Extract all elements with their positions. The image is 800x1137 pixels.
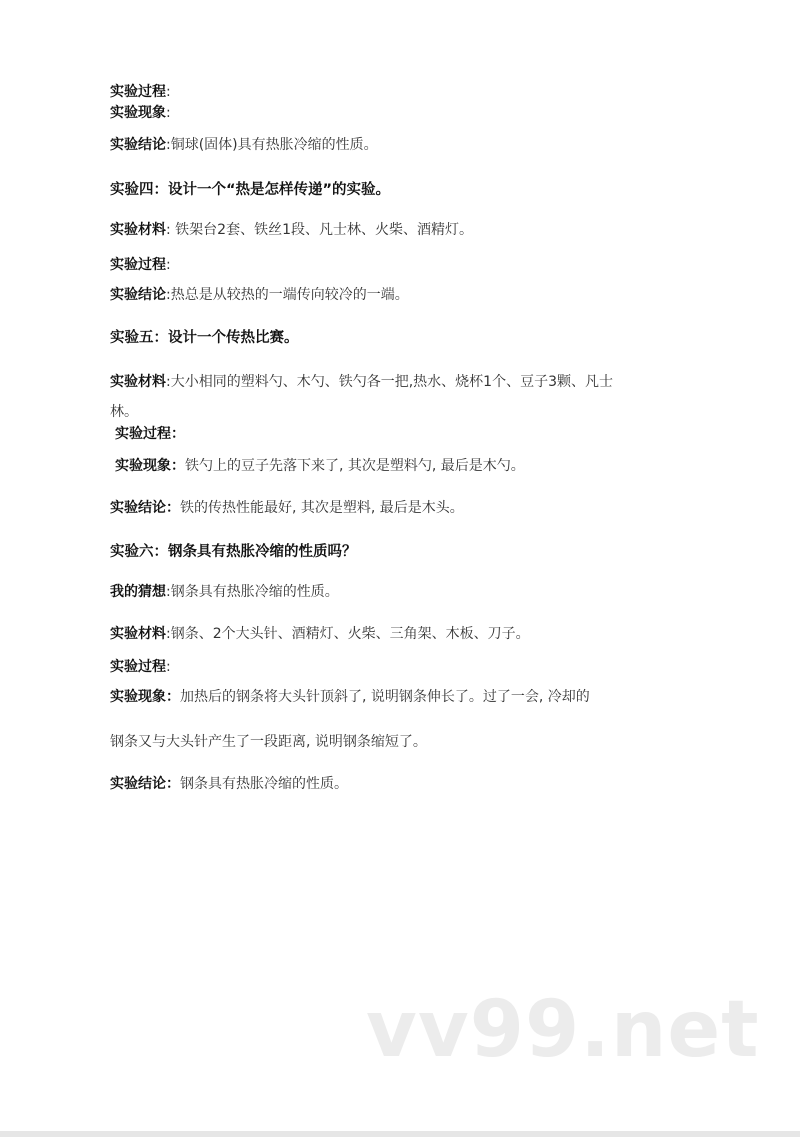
text-line — [110, 82, 171, 102]
field-label: 实验材料 — [110, 626, 166, 642]
text-line — [110, 255, 171, 275]
field-label: 实验现象 — [110, 105, 166, 121]
page-bottom-edge — [0, 1131, 800, 1137]
field-label: 实验材料 — [110, 374, 166, 390]
text-line — [110, 498, 464, 518]
field-text: 林。 — [110, 404, 138, 420]
field-text: :铜球(固体)具有热胀冷缩的性质。 — [166, 137, 378, 153]
section-heading — [110, 542, 357, 562]
field-text: : — [166, 257, 171, 273]
section-heading — [110, 180, 390, 200]
field-label: 实验材料 — [110, 222, 166, 238]
section-heading — [110, 328, 299, 348]
field-text: 钢条具有热胀冷缩的性质。 — [180, 776, 348, 792]
text-line — [110, 732, 427, 752]
field-label: 实验结论 — [110, 287, 166, 303]
field-text: 铁勺上的豆子先落下来了, 其次是塑料勺, 最后是木勺。 — [185, 458, 525, 474]
field-label: 我的猜想 — [110, 584, 166, 600]
field-label: 实验结论： — [110, 776, 180, 792]
field-text: : — [166, 105, 171, 121]
field-text: 铁的传热性能最好, 其次是塑料, 最后是木头。 — [180, 500, 464, 516]
field-text: : 铁架台2套、铁丝1段、凡士林、火柴、酒精灯。 — [166, 222, 473, 238]
field-text: : — [166, 84, 171, 100]
field-text: :大小相同的塑料勺、木勺、铁勺各一把,热水、烧杯1个、豆子3颗、凡士 — [166, 374, 613, 390]
text-line — [110, 135, 378, 155]
field-text: 钢条又与大头针产生了一段距离, 说明钢条缩短了。 — [110, 734, 427, 750]
text-line — [110, 687, 590, 707]
text-line — [110, 285, 409, 305]
text-line — [110, 103, 171, 123]
field-text: :钢条、2个大头针、酒精灯、火柴、三角架、木板、刀子。 — [166, 626, 530, 642]
text-line — [110, 582, 339, 602]
text-line — [110, 774, 348, 794]
text-line — [110, 220, 473, 240]
watermark: vv99.net — [366, 985, 760, 1075]
field-text: :钢条具有热胀冷缩的性质。 — [166, 584, 339, 600]
text-line — [110, 624, 530, 644]
text-line — [115, 424, 185, 444]
heading-text: 实验六：钢条具有热胀冷缩的性质吗？ — [110, 544, 357, 560]
field-label: 实验现象： — [115, 458, 185, 474]
field-label: 实验过程 — [110, 659, 166, 675]
field-label: 实验过程 — [110, 84, 166, 100]
field-label: 实验结论： — [110, 500, 180, 516]
heading-text: 实验四：设计一个“热是怎样传递”的实验。 — [110, 182, 391, 198]
field-text: : — [166, 659, 171, 675]
text-line — [110, 657, 171, 677]
field-text: 加热后的钢条将大头针顶斜了, 说明钢条伸长了。过了一会, 冷却的 — [180, 689, 590, 705]
field-label: 实验过程： — [115, 426, 185, 442]
field-text: :热总是从较热的一端传向较冷的一端。 — [166, 287, 409, 303]
field-label: 实验过程 — [110, 257, 166, 273]
heading-text: 实验五：设计一个传热比赛。 — [110, 330, 299, 346]
field-label: 实验现象： — [110, 689, 180, 705]
text-line — [110, 372, 613, 392]
text-line — [110, 402, 138, 422]
text-line — [115, 456, 525, 476]
field-label: 实验结论 — [110, 137, 166, 153]
